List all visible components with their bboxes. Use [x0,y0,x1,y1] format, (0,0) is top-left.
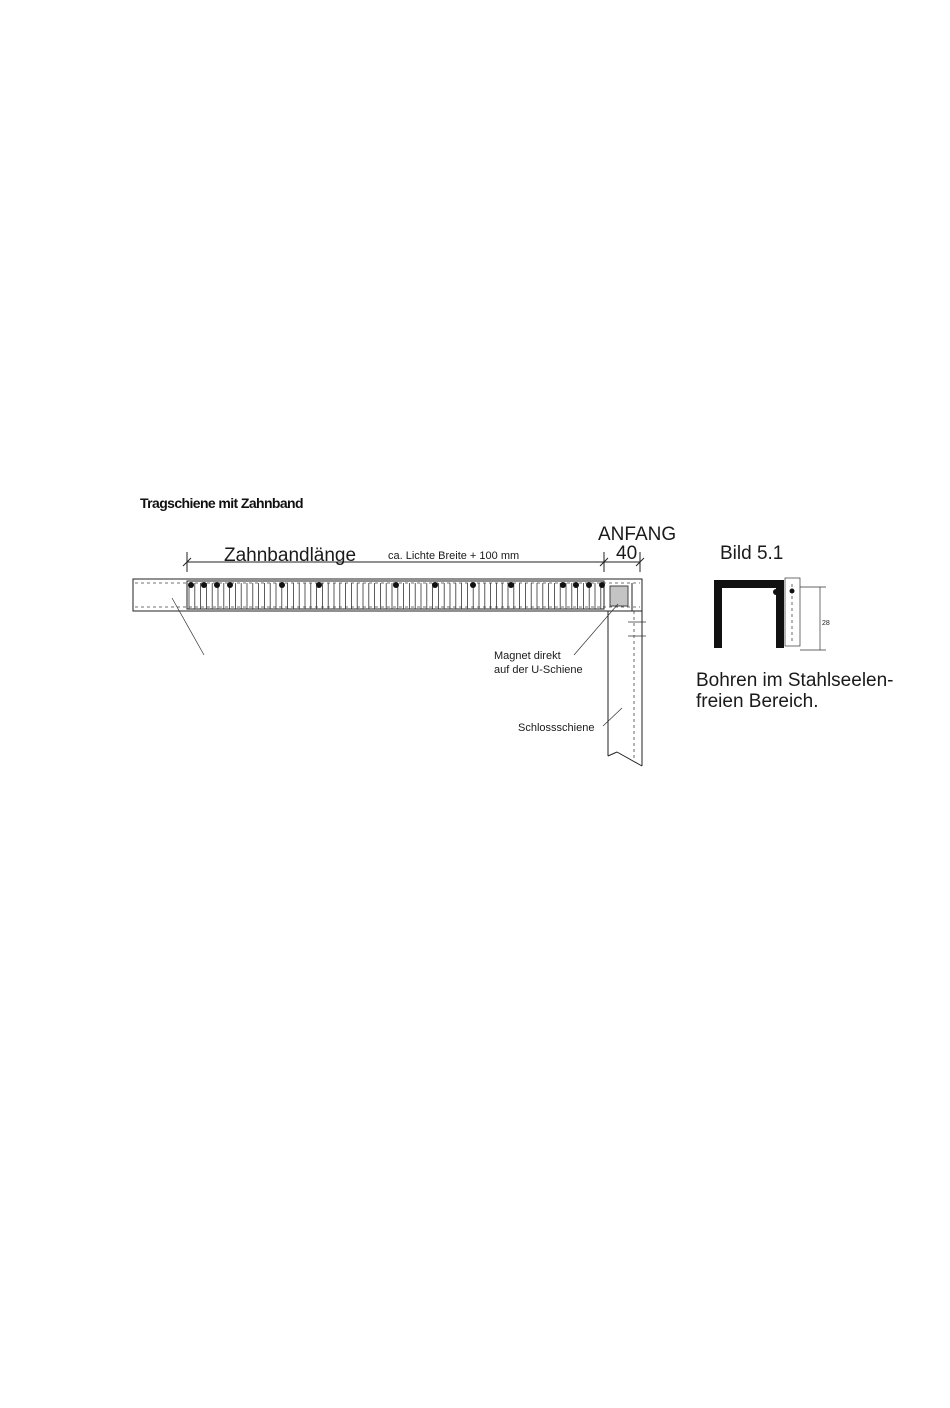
belt-screw [560,582,566,588]
belt-screw [201,582,207,588]
belt-screw [227,582,233,588]
label-magnet-line1: Magnet direkt [494,650,561,662]
drawing-title: Tragschiene mit Zahnband [140,495,303,511]
rail-leader [172,598,204,655]
label-zahnbandlaenge: Zahnbandlänge [224,545,357,566]
belt-screw [316,582,322,588]
belt-screw [214,582,220,588]
u-profile-section [714,578,800,648]
belt-screw [508,582,514,588]
label-dim-28: 28 [822,620,830,627]
label-lichte-breite: ca. Lichte Breite + 100 mm [388,550,520,562]
belt-screw [432,582,438,588]
dimension-28 [800,587,826,650]
schlossschiene-leader [603,708,622,726]
belt-screw [279,582,285,588]
label-bild: Bild 5.1 [720,543,784,564]
belt-screw [599,582,605,588]
label-anfang: ANFANG [598,524,677,545]
belt-screw [573,582,579,588]
label-magnet-line2: auf der U-Schiene [494,664,583,676]
belt-screw [188,582,194,588]
magnet-leader [574,604,618,655]
label-bohren-line2: freien Bereich. [696,691,819,712]
label-bohren-line1: Bohren im Stahlseelen- [696,670,894,691]
toothed-belt [187,581,605,609]
label-schlossschiene: Schlossschiene [518,722,595,734]
belt-screw [393,582,399,588]
label-dim-40: 40 [616,543,638,564]
magnet-block [610,586,628,606]
belt-screw [586,582,592,588]
belt-screw [470,582,476,588]
